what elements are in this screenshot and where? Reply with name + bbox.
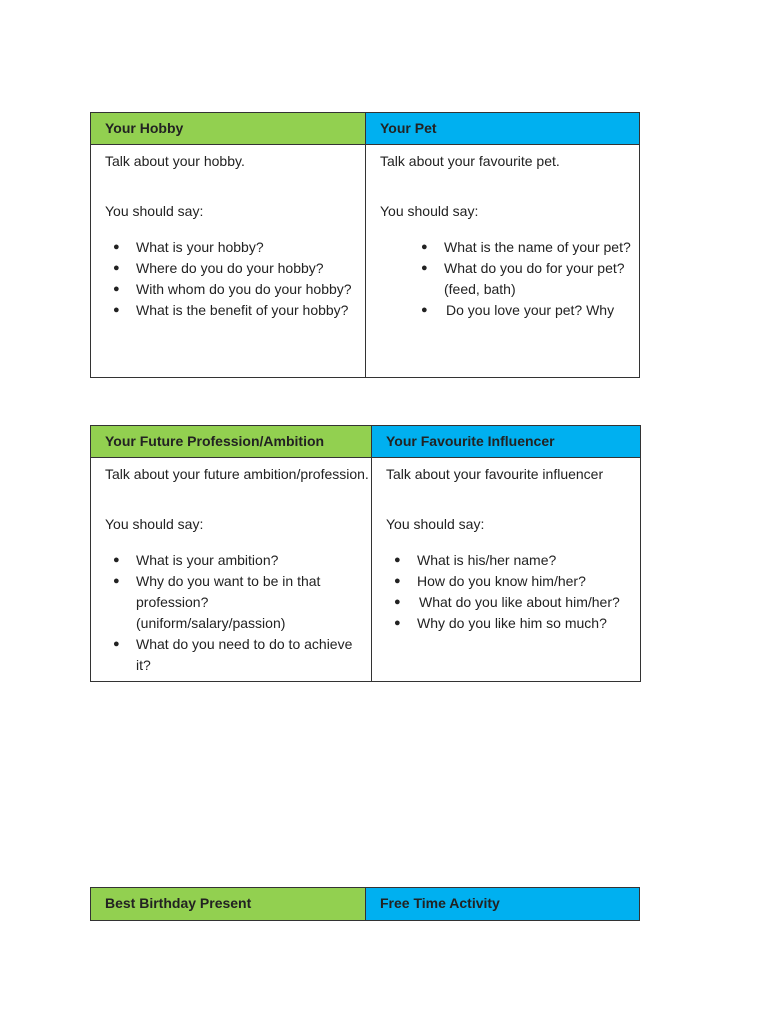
influencer-header: Your Favourite Influencer bbox=[372, 426, 640, 458]
list-item: ● What is your hobby? bbox=[105, 237, 365, 258]
hobby-intro: Talk about your hobby. bbox=[105, 153, 245, 169]
pet-header: Your Pet bbox=[366, 113, 639, 145]
pet-column bbox=[365, 113, 639, 377]
pet-intro: Talk about your favourite pet. bbox=[380, 153, 560, 169]
list-item: ● How do you know him/her? bbox=[386, 571, 640, 592]
freetime-header: Free Time Activity bbox=[366, 888, 639, 920]
list-item: ● What is his/her name? bbox=[386, 550, 640, 571]
birthday-header: Best Birthday Present bbox=[91, 888, 365, 920]
list-item: ● What do you do for your pet? (feed, bath) bbox=[380, 258, 635, 300]
hobby-column bbox=[91, 113, 365, 377]
list-item: ● What do you like about him/her? bbox=[386, 592, 640, 613]
influencer-column bbox=[371, 426, 640, 681]
influencer-say: You should say: bbox=[386, 516, 485, 532]
card-ambition-influencer bbox=[90, 425, 641, 682]
list-item: ● What do you need to do to achieve it? bbox=[105, 634, 369, 676]
hobby-header: Your Hobby bbox=[91, 113, 365, 145]
pet-list bbox=[380, 237, 639, 321]
ambition-header: Your Future Profession/Ambition bbox=[91, 426, 371, 458]
list-item: ● With whom do you do your hobby? bbox=[105, 279, 365, 300]
card-hobby-pet bbox=[90, 112, 640, 378]
list-item: ● What is the benefit of your hobby? bbox=[105, 300, 365, 321]
influencer-intro: Talk about your favourite influencer bbox=[386, 466, 604, 482]
birthday-column bbox=[91, 888, 365, 920]
influencer-list bbox=[386, 550, 640, 634]
ambition-say: You should say: bbox=[105, 516, 204, 532]
list-item: ● Where do you do your hobby? bbox=[105, 258, 365, 279]
pet-say: You should say: bbox=[380, 203, 479, 219]
ambition-list bbox=[105, 550, 369, 676]
list-item: ● Why do you like him so much? bbox=[386, 613, 640, 634]
list-item: ● What is your ambition? bbox=[105, 550, 369, 571]
ambition-intro: Talk about your future ambition/profession. bbox=[105, 466, 369, 482]
list-item: ● Why do you want to be in that profession? (uniform/salary/passion) bbox=[105, 571, 369, 634]
ambition-column bbox=[91, 426, 371, 681]
list-item: ● What is the name of your pet? bbox=[380, 237, 635, 258]
hobby-list bbox=[105, 237, 365, 321]
hobby-say: You should say: bbox=[105, 203, 204, 219]
list-item: ● Do you love your pet? Why bbox=[380, 300, 635, 321]
freetime-column bbox=[365, 888, 639, 920]
card-birthday-freetime bbox=[90, 887, 640, 921]
